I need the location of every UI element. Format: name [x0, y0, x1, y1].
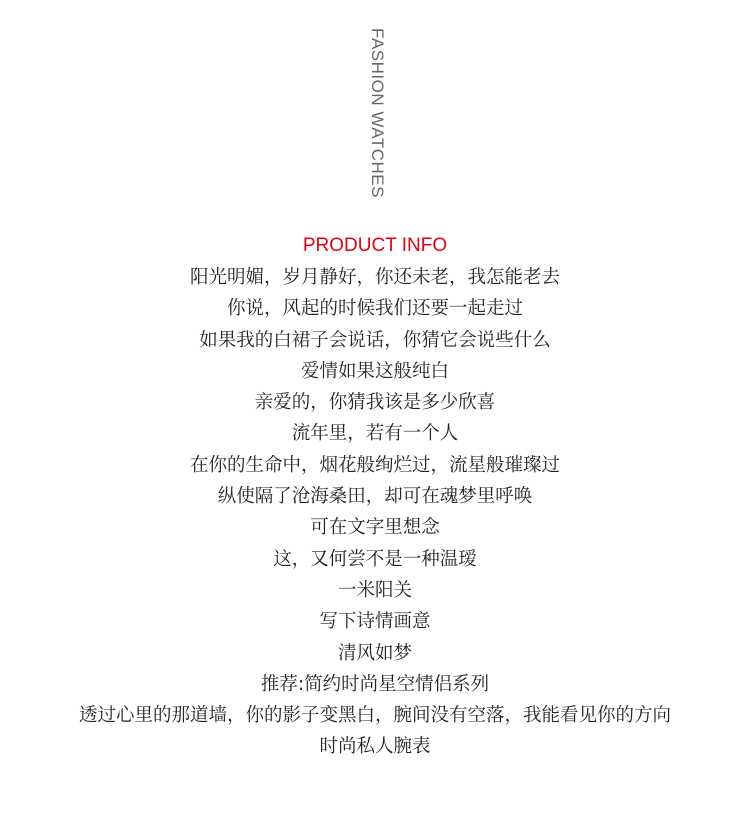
product-description-lines [0, 262, 750, 763]
description-line: 纵使隔了沧海桑田，却可在魂梦里呼唤 [217, 486, 533, 508]
description-line: 你说，风起的时候我们还要一起走过 [226, 298, 523, 320]
fashion-watches-vertical-title: FASHION WATCHES [368, 28, 387, 198]
description-line: 推荐:简约时尚星空情侣系列 [260, 673, 490, 695]
description-line: 一米阳关 [337, 579, 412, 601]
description-line: 写下诗情画意 [319, 611, 431, 633]
description-line: 爱情如果这般纯白 [300, 360, 449, 382]
description-line: 如果我的白裙子会说话，你猜它会说些什么 [199, 329, 551, 351]
description-line: 亲爱的，你猜我该是多少欣喜 [254, 392, 496, 414]
description-line: 这，又何尝不是一种温瑷 [273, 548, 477, 570]
product-info-heading: PRODUCT INFO [302, 235, 448, 256]
description-line: 流年里，若有一个人 [291, 423, 459, 445]
description-line: 透过心里的那道墙，你的影子变黑白，腕间没有空落，我能看见你的方向 [78, 705, 671, 727]
description-line: 清风如梦 [337, 642, 412, 664]
description-line: 在你的生命中，烟花般绚烂过，流星般璀璨过 [189, 454, 560, 476]
description-line: 时尚私人腕表 [319, 736, 431, 758]
description-line: 阳光明媚，岁月静好，你还未老，我怎能老去 [189, 267, 560, 288]
description-line: 可在文字里想念 [310, 517, 440, 539]
